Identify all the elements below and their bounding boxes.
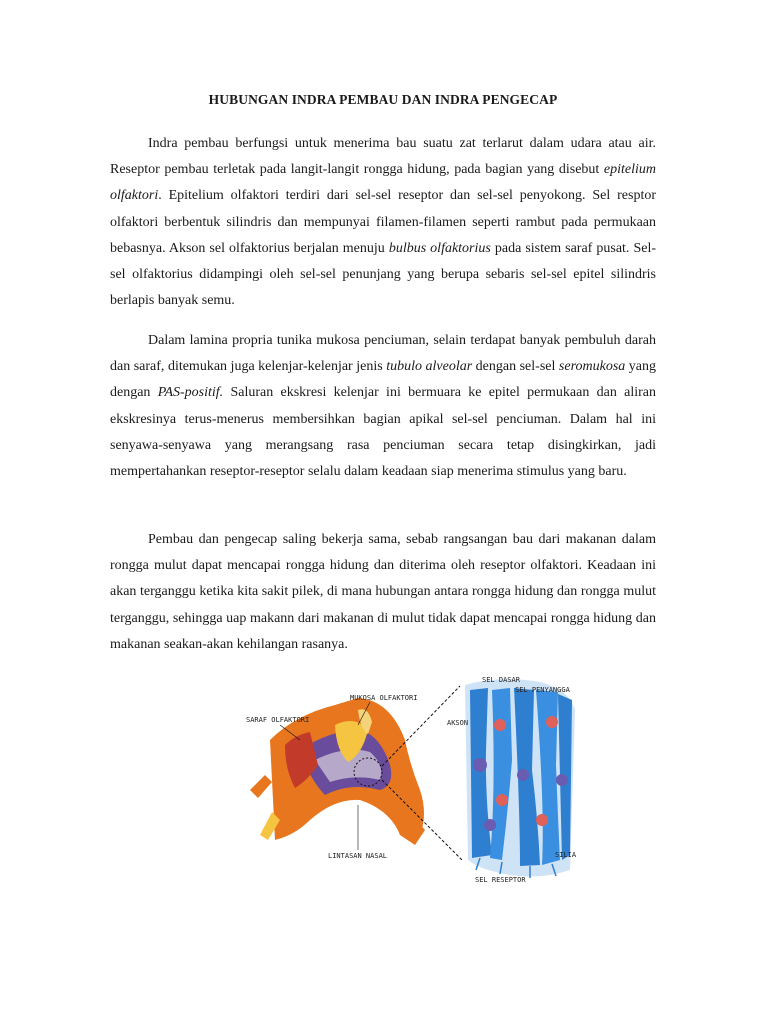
label-saraf-olfaktori: SARAF OLFAKTORI — [246, 716, 310, 724]
italic-term: PAS-positif. — [157, 385, 224, 401]
olfactory-epithelium — [465, 679, 575, 878]
italic-term: epitelium olfaktori — [110, 162, 656, 204]
document-title: HUBUNGAN INDRA PEMBAU DAN INDRA PENGECAP — [208, 92, 558, 107]
olfactory-diagram — [240, 670, 590, 890]
label-akson: AKSON — [447, 719, 469, 727]
label-sel-reseptor: SEL RESEPTOR — [475, 876, 526, 884]
paragraph-text: . Epitelium olfaktori terdiri dari sel-sel reseptor dan sel-sel penyokong. Sel resptor olfaktori berbentuk silindris dan mempunyai filamen-filamen seperti rambut pada permukaan bebasnya. Akson sel olfaktorius berjalan menuju — [110, 188, 656, 256]
paragraph-text: Indra pembau berfungsi untuk menerima bau suatu zat terlarut dalam udara atau air. Reseptor pembau terletak pada langit-langit rongga hidung, pada bagian yang disebut — [110, 136, 656, 178]
paragraph-3 — [110, 527, 656, 658]
paragraph-text: Dalam lamina propria tunika mukosa penciuman, selain terdapat banyak pembuluh darah dan saraf, ditemukan juga kelenjar-kelenjar jenis — [110, 333, 656, 375]
italic-term: seromukosa — [558, 359, 626, 375]
paragraph-text: Pembau dan pengecap saling bekerja sama, sebab rangsangan bau dari makanan dalam rongga mulut dapat mencapai rongga hidung dan diterima oleh reseptor olfaktori. Keadaan ini akan terganggu ketika kita sakit pilek, di mana hubungan antara rongga hidung dan rongga mulut terganggu, sehingga uap makann dari makanan di mulut tidak dapat mencapai rongga hidung dan makanan seakan-akan kehilangan rasanya. — [110, 532, 656, 652]
paragraph-1 — [110, 131, 656, 314]
italic-term: bulbus olfaktorius — [388, 240, 491, 256]
paragraph-text: dengan sel-sel — [472, 359, 559, 375]
paragraph-2 — [110, 328, 656, 485]
paragraph-text: pada sistem saraf pusat. Sel-sel olfaktorius didampingi oleh sel-sel penunjang yang berupa sebaris sel-sel epitel silindris berlapis banyak semu. — [110, 240, 656, 309]
italic-term: tubulo alveolar — [386, 359, 473, 375]
paragraph-text: yang dengan — [110, 359, 657, 401]
paragraph-text: Saluran ekskresi kelenjar ini bermuara ke epitel permukaan dan aliran ekskresinya terus-menerus membersihkan bagian apikal sel-sel penciuman. Dalam hal ini senyawa-senyawa yang merangsang rasa penciuman secara tetap disingkirkan, jadi mempertahankan reseptor-reseptor selalu dalam keadaan siap menerima stimulus yang baru. — [110, 385, 656, 480]
label-sel-penyangga: SEL PENYANGGA — [515, 686, 570, 694]
label-sel-dasar: SEL DASAR — [482, 676, 520, 684]
label-mukosa-olfaktori: MUKOSA OLFAKTORI — [350, 694, 418, 702]
olfactory-diagram-svg — [240, 670, 590, 890]
label-silia: SILIA — [555, 851, 577, 859]
label-lintasan-nasal: LINTASAN NASAL — [328, 852, 388, 860]
